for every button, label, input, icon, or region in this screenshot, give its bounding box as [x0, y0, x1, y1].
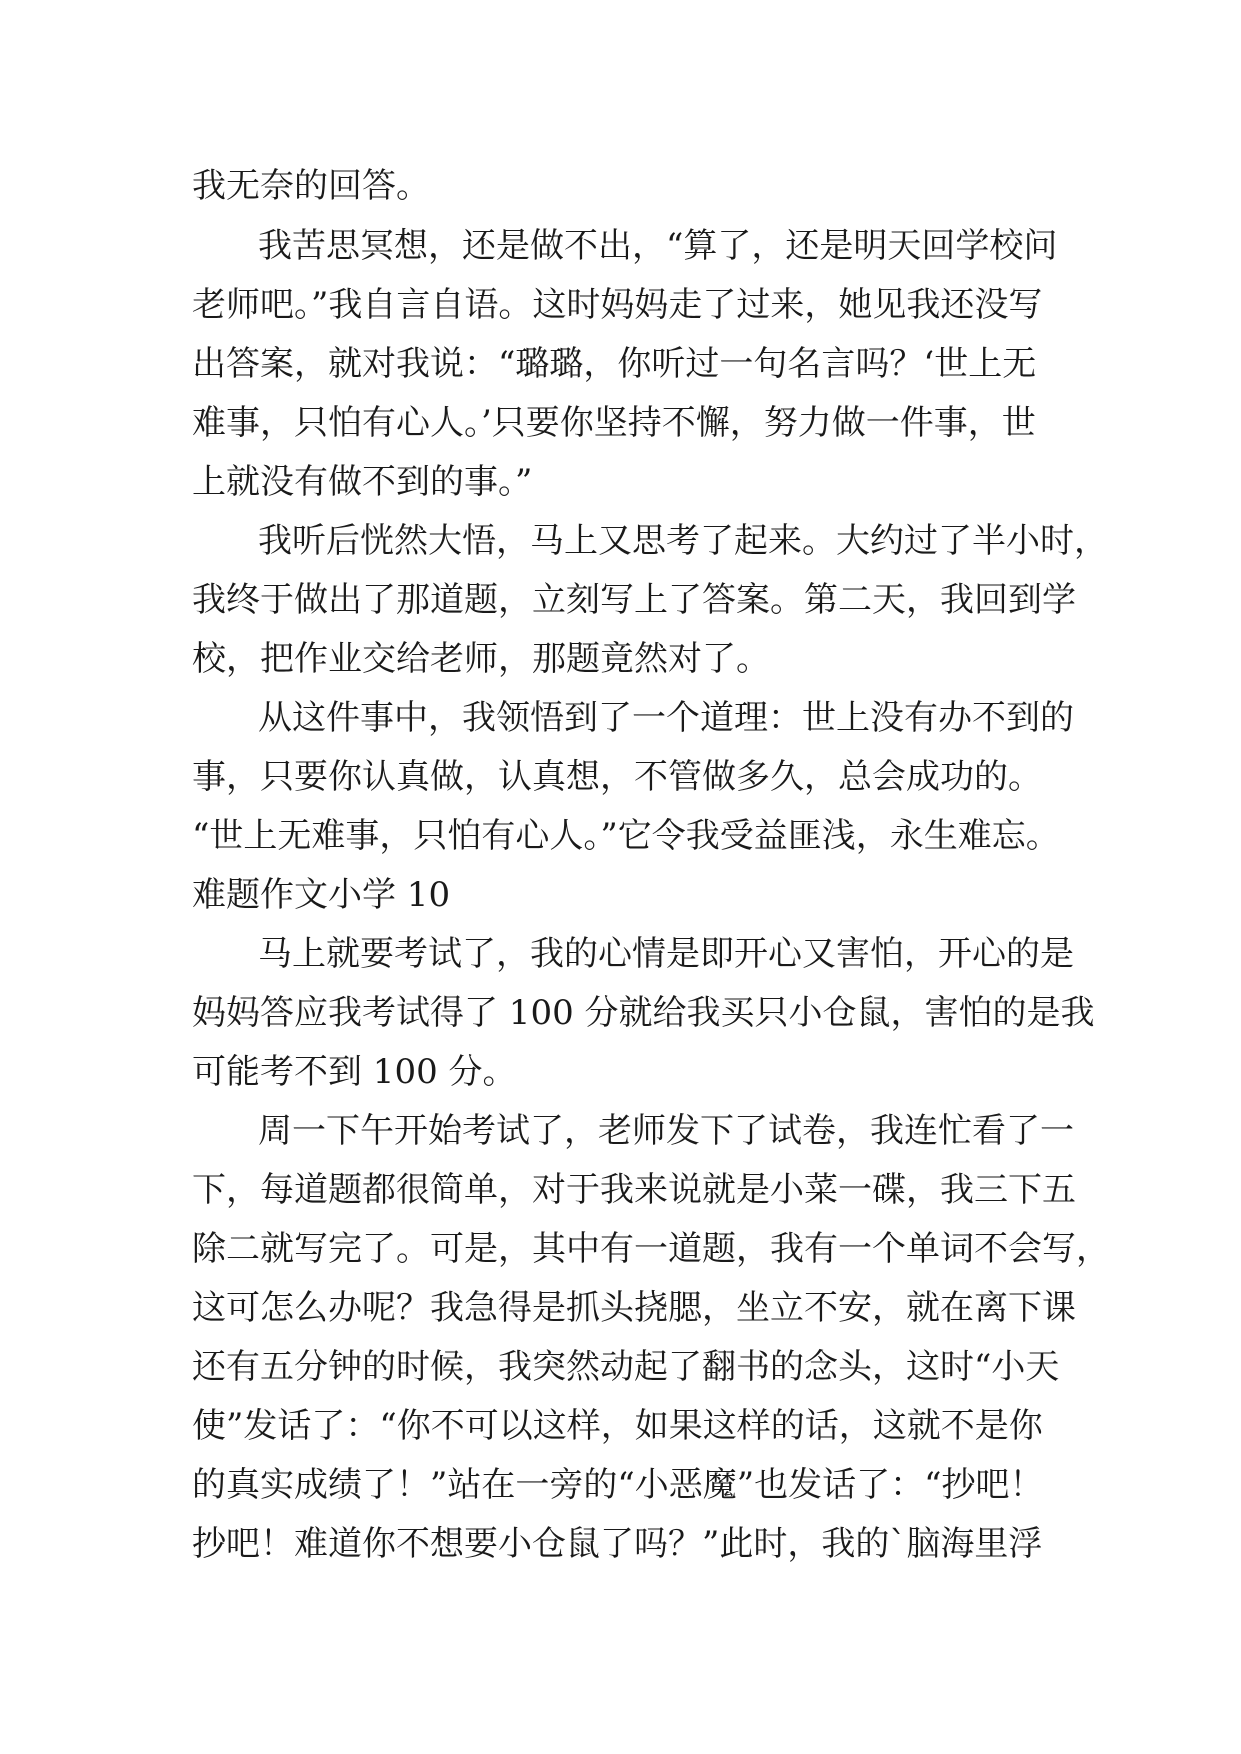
text-line: 事，只要你认真做，认真想，不管做多久，总会成功的。	[192, 757, 1042, 797]
text-line: 我听后恍然大悟，马上又思考了起来。大约过了半小时，	[258, 521, 1108, 561]
text-line: 的真实成绩了！”站在一旁的“小恶魔”也发话了：“抄吧！	[192, 1465, 1044, 1505]
text-line: 我苦思冥想，还是做不出，“算了，还是明天回学校问	[258, 226, 1058, 266]
section-heading: 难题作文小学 10	[192, 875, 451, 915]
text-line: 我终于做出了那道题，立刻写上了答案。第二天，我回到学	[192, 580, 1076, 620]
text-line: 马上就要考试了，我的心情是即开心又害怕，开心的是	[258, 934, 1074, 974]
text-line: 我无奈的回答。	[192, 166, 430, 206]
text-line: 老师吧。”我自言自语。这时妈妈走了过来，她见我还没写	[192, 285, 1043, 325]
text-line: 从这件事中，我领悟到了一个道理：世上没有办不到的	[258, 698, 1074, 738]
text-line: 周一下午开始考试了，老师发下了试卷，我连忙看了一	[258, 1111, 1074, 1151]
text-line: 这可怎么办呢？我急得是抓头挠腮，坐立不安，就在离下课	[192, 1288, 1076, 1328]
text-line: 妈妈答应我考试得了 100 分就给我买只小仓鼠，害怕的是我	[192, 993, 1095, 1033]
text-line: 难事，只怕有心人。’只要你坚持不懈，努力做一件事，世	[192, 403, 1036, 443]
text-line: “世上无难事，只怕有心人。”它令我受益匪浅，永生难忘。	[192, 816, 1060, 856]
text-line: 除二就写完了。可是，其中有一道题，我有一个单词不会写，	[192, 1229, 1110, 1269]
text-line: 下，每道题都很简单，对于我来说就是小菜一碟，我三下五	[192, 1170, 1076, 1210]
text-line: 抄吧！难道你不想要小仓鼠了吗？”此时，我的`脑海里浮	[192, 1524, 1043, 1564]
text-line: 校，把作业交给老师，那题竟然对了。	[192, 639, 770, 679]
text-line: 上就没有做不到的事。”	[192, 462, 533, 502]
text-line: 使”发话了：“你不可以这样，如果这样的话，这就不是你	[192, 1406, 1043, 1446]
text-line: 可能考不到 100 分。	[192, 1052, 517, 1092]
text-line: 还有五分钟的时候，我突然动起了翻书的念头，这时“小天	[192, 1347, 1060, 1387]
text-line: 出答案，就对我说：“璐璐，你听过一句名言吗？‘世上无	[192, 344, 1037, 384]
